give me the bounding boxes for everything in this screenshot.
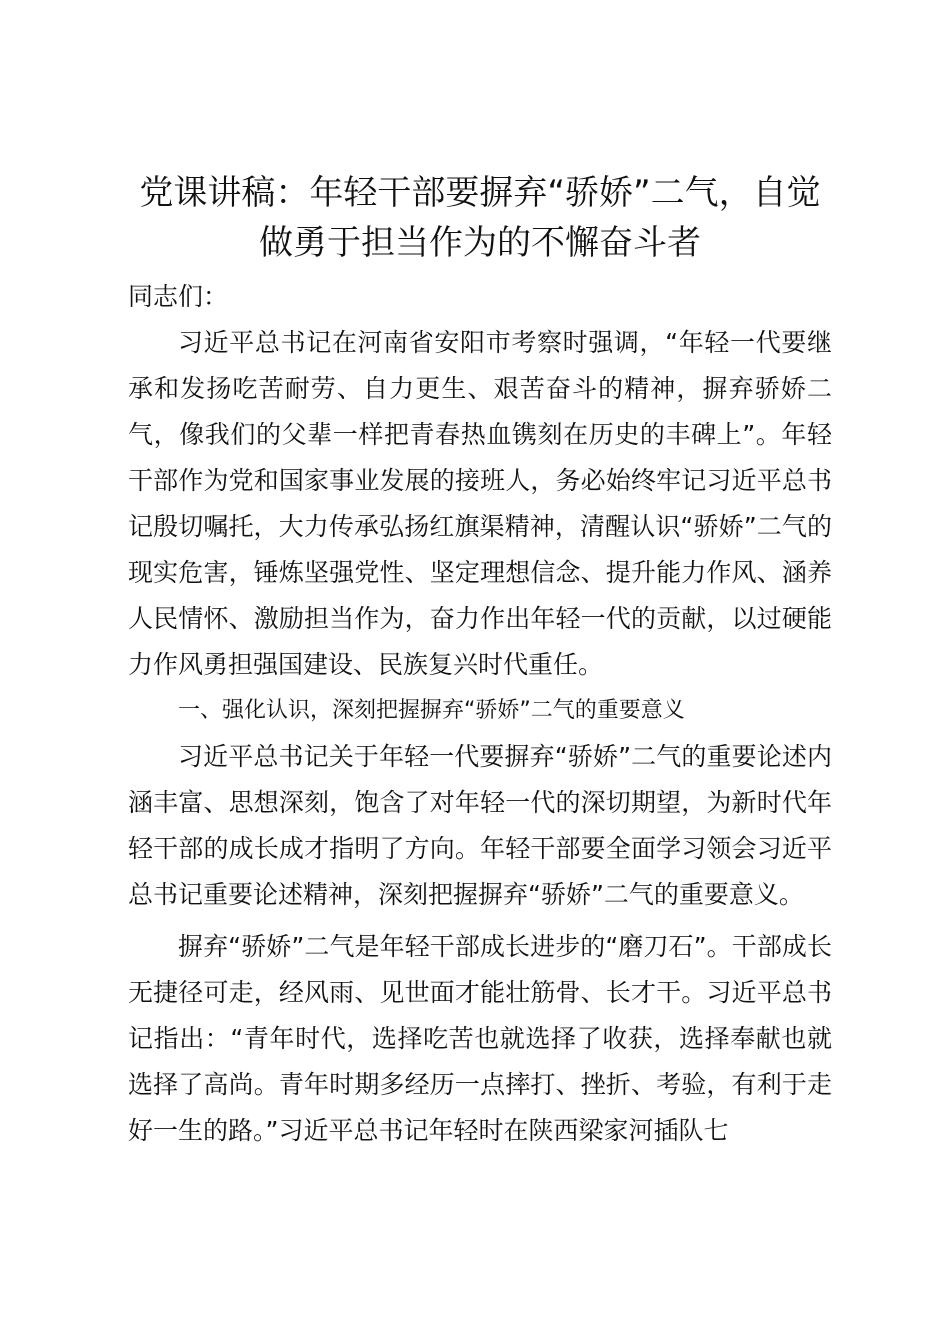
salutation: 同志们：: [128, 282, 229, 311]
intro-paragraph: 习近平总书记在河南省安阳市考察时强调，“年轻一代要继承和发扬吃苦耐劳、自力更生、艰苦奋斗的精神，摒弃骄娇二气，像我们的父辈一样把青春热血镌刻在历史的丰碑上”。年轻干部作为党和国家事业发展的接班人，务必始终牢记习近平总书记殷切嘱托，大力传承弘扬红旗渠精神，清醒认识“骄娇”二气的现实危害，锤炼坚强党性、坚定理想信念、提升能力作风、涵养人民情怀、激励担当作为，奋力作出年轻一代的贡献，以过硬能力作风勇担强国建设、民族复兴时代重任。: [128, 328, 832, 679]
section-heading-1: 一、强化认识，深刻把握摒弃“骄娇”二气的重要意义: [178, 698, 685, 723]
section1-paragraph-2: 摒弃“骄娇”二气是年轻干部成长进步的“磨刀石”。干部成长无捷径可走，经风雨、见世面才能壮筋骨、长才干。习近平总书记指出：“青年时代，选择吃苦也就选择了收获，选择奉献也就选择了高尚。青年时期多经历一点摔打、挫折、考验，有利于走好一生的路。”习近平总书记年轻时在陕西梁家河插队七: [128, 932, 832, 1145]
section1-paragraph-1: 习近平总书记关于年轻一代要摒弃“骄娇”二气的重要论述内涵丰富、思想深刻，饱含了对年轻一代的深切期望，为新时代年轻干部的成长成才指明了方向。年轻干部要全面学习领会习近平总书记重要论述精神，深刻把握摒弃“骄娇”二气的重要意义。: [128, 742, 832, 909]
document-body: [128, 168, 832, 1154]
document-title: 党课讲稿：年轻干部要摒弃“骄娇”二气，自觉做勇于担当作为的不懈奋斗者: [139, 173, 821, 263]
